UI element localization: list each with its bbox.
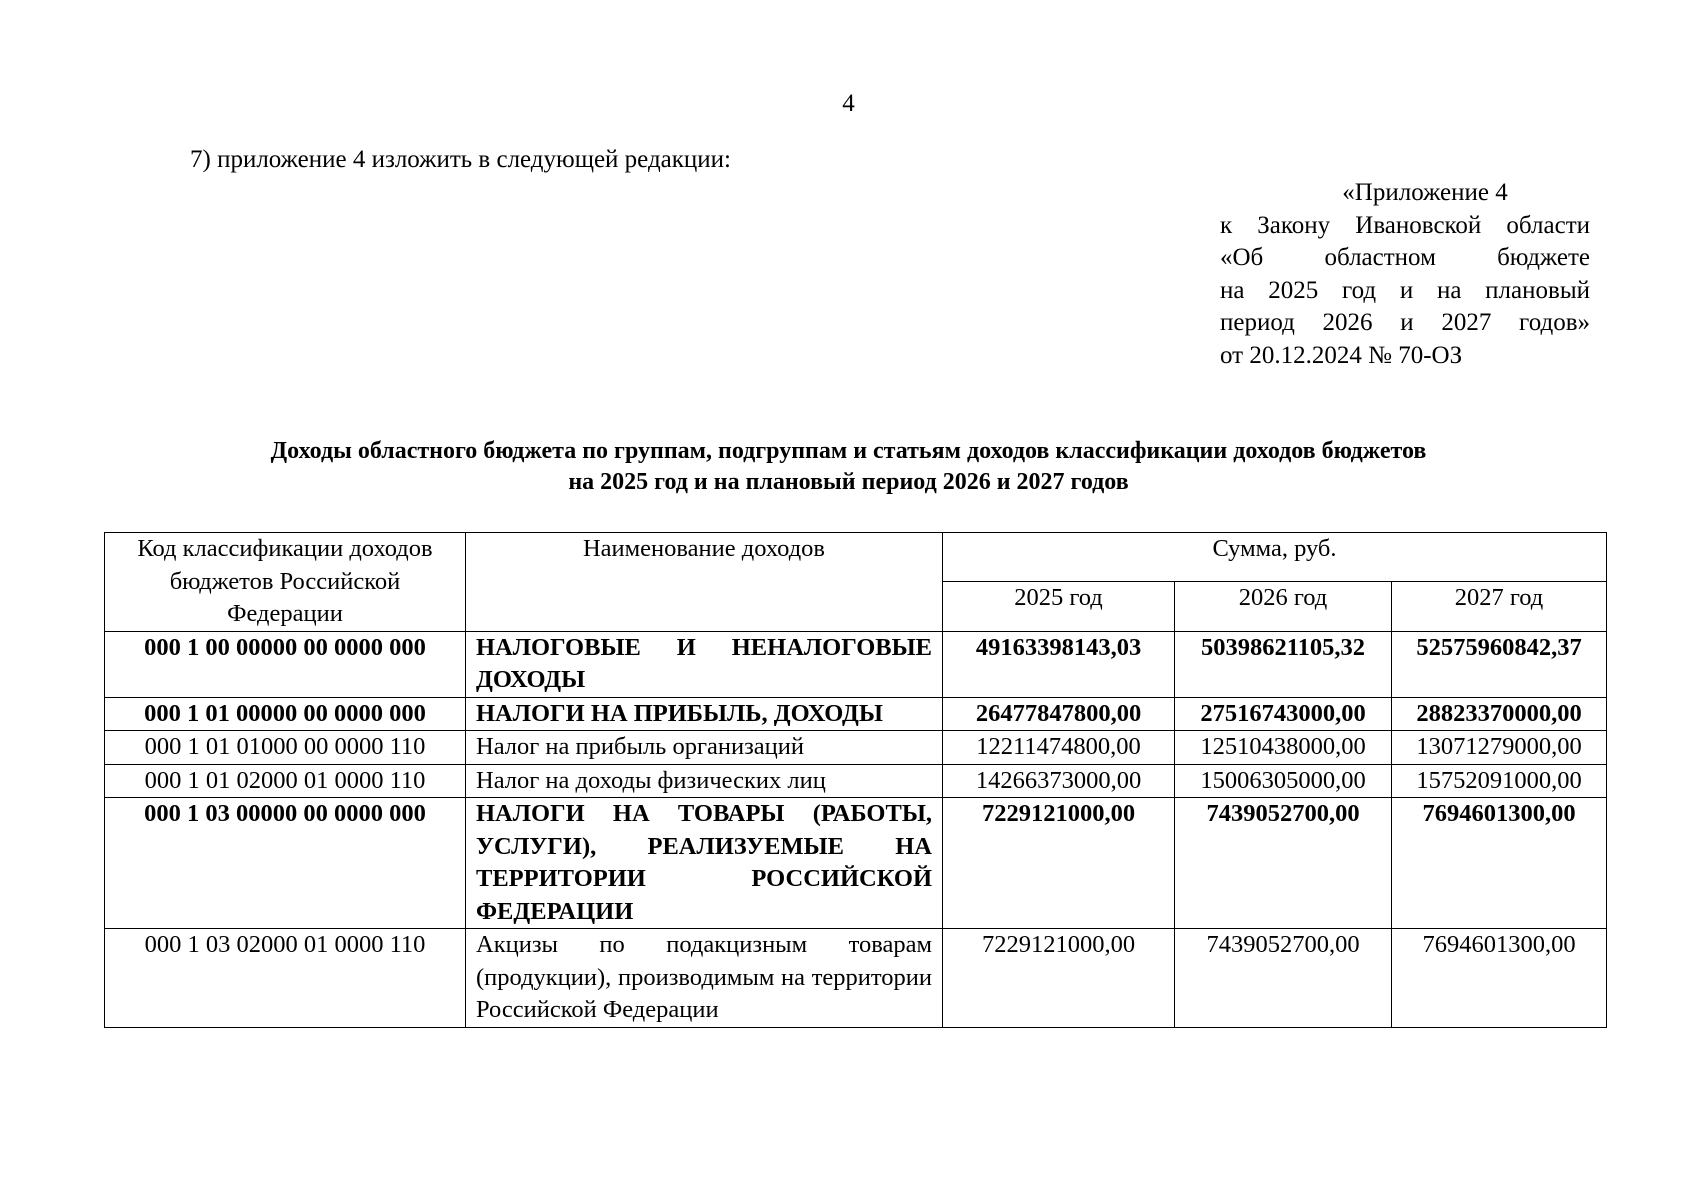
row-value-2027: 15752091000,00 xyxy=(1392,764,1607,798)
row-value-2025: 7229121000,00 xyxy=(943,929,1175,1028)
row-code: 000 1 01 00000 00 0000 000 xyxy=(105,697,466,731)
row-code: 000 1 01 02000 01 0000 110 xyxy=(105,764,466,798)
header-year-2027: 2027 год xyxy=(1392,582,1607,631)
header-name: Наименование доходов xyxy=(466,533,943,632)
attachment-line: на 2025 год и на плановый xyxy=(1220,276,1590,304)
header-sum: Сумма, руб. xyxy=(943,533,1607,582)
document-title-line: Доходы областного бюджета по группам, подгруппам и статьям доходов классификации доходов бюджетов xyxy=(270,438,1427,464)
row-value-2025: 49163398143,03 xyxy=(943,631,1175,697)
row-value-2027: 13071279000,00 xyxy=(1392,731,1607,765)
intro-paragraph: 7) приложение 4 изложить в следующей редакции: xyxy=(190,146,731,173)
row-value-2025: 12211474800,00 xyxy=(943,731,1175,765)
row-value-2026: 7439052700,00 xyxy=(1175,929,1392,1028)
row-name: НАЛОГОВЫЕ И НЕНАЛОГОВЫЕ ДОХОДЫ xyxy=(466,631,943,697)
row-value-2027: 7694601300,00 xyxy=(1392,798,1607,929)
page-number: 4 xyxy=(842,90,855,117)
header-year-2026: 2026 год xyxy=(1175,582,1392,631)
row-code: 000 1 00 00000 00 0000 000 xyxy=(105,631,466,697)
row-value-2026: 12510438000,00 xyxy=(1175,731,1392,765)
table-row xyxy=(105,798,1607,929)
row-value-2027: 28823370000,00 xyxy=(1392,697,1607,731)
row-name: Акцизы по подакцизным товарам (продукции), производимым на территории Российской Федерации xyxy=(466,929,943,1028)
attachment-line: к Закону Ивановской области xyxy=(1220,211,1590,239)
row-value-2026: 15006305000,00 xyxy=(1175,764,1392,798)
header-code: Код классификации доходов бюджетов Российской Федерации xyxy=(105,533,466,632)
attachment-line: «Об областном бюджете xyxy=(1220,244,1590,272)
row-value-2025: 7229121000,00 xyxy=(943,798,1175,929)
row-name: НАЛОГИ НА ПРИБЫЛЬ, ДОХОДЫ xyxy=(466,697,943,731)
row-code: 000 1 03 02000 01 0000 110 xyxy=(105,929,466,1028)
row-value-2026: 7439052700,00 xyxy=(1175,798,1392,929)
row-value-2025: 26477847800,00 xyxy=(943,697,1175,731)
header-year-2025: 2025 год xyxy=(943,582,1175,631)
row-value-2026: 50398621105,32 xyxy=(1175,631,1392,697)
document-title xyxy=(0,436,1697,498)
table-row xyxy=(105,731,1607,765)
attachment-line: «Приложение 4 xyxy=(1342,179,1508,206)
row-code: 000 1 01 01000 00 0000 110 xyxy=(105,731,466,765)
document-title-line: на 2025 год и на плановый период 2026 и 2027 годов xyxy=(568,469,1129,495)
row-value-2026: 27516743000,00 xyxy=(1175,697,1392,731)
table-row xyxy=(105,764,1607,798)
table-row xyxy=(105,631,1607,697)
row-value-2025: 14266373000,00 xyxy=(943,764,1175,798)
row-name: Налог на прибыль организаций xyxy=(466,731,943,765)
attachment-reference xyxy=(1220,177,1590,373)
row-name: Налог на доходы физических лиц xyxy=(466,764,943,798)
row-code: 000 1 03 00000 00 0000 000 xyxy=(105,798,466,929)
table-row xyxy=(105,697,1607,731)
income-table xyxy=(104,532,1607,1028)
attachment-line: от 20.12.2024 № 70-ОЗ xyxy=(1220,341,1463,369)
row-name: НАЛОГИ НА ТОВАРЫ (РАБОТЫ, УСЛУГИ), РЕАЛИЗУЕМЫЕ НА ТЕРРИТОРИИ РОССИЙСКОЙ ФЕДЕРАЦИИ xyxy=(466,798,943,929)
row-value-2027: 7694601300,00 xyxy=(1392,929,1607,1028)
table-row xyxy=(105,929,1607,1028)
attachment-line: период 2026 и 2027 годов» xyxy=(1220,309,1590,337)
row-value-2027: 52575960842,37 xyxy=(1392,631,1607,697)
